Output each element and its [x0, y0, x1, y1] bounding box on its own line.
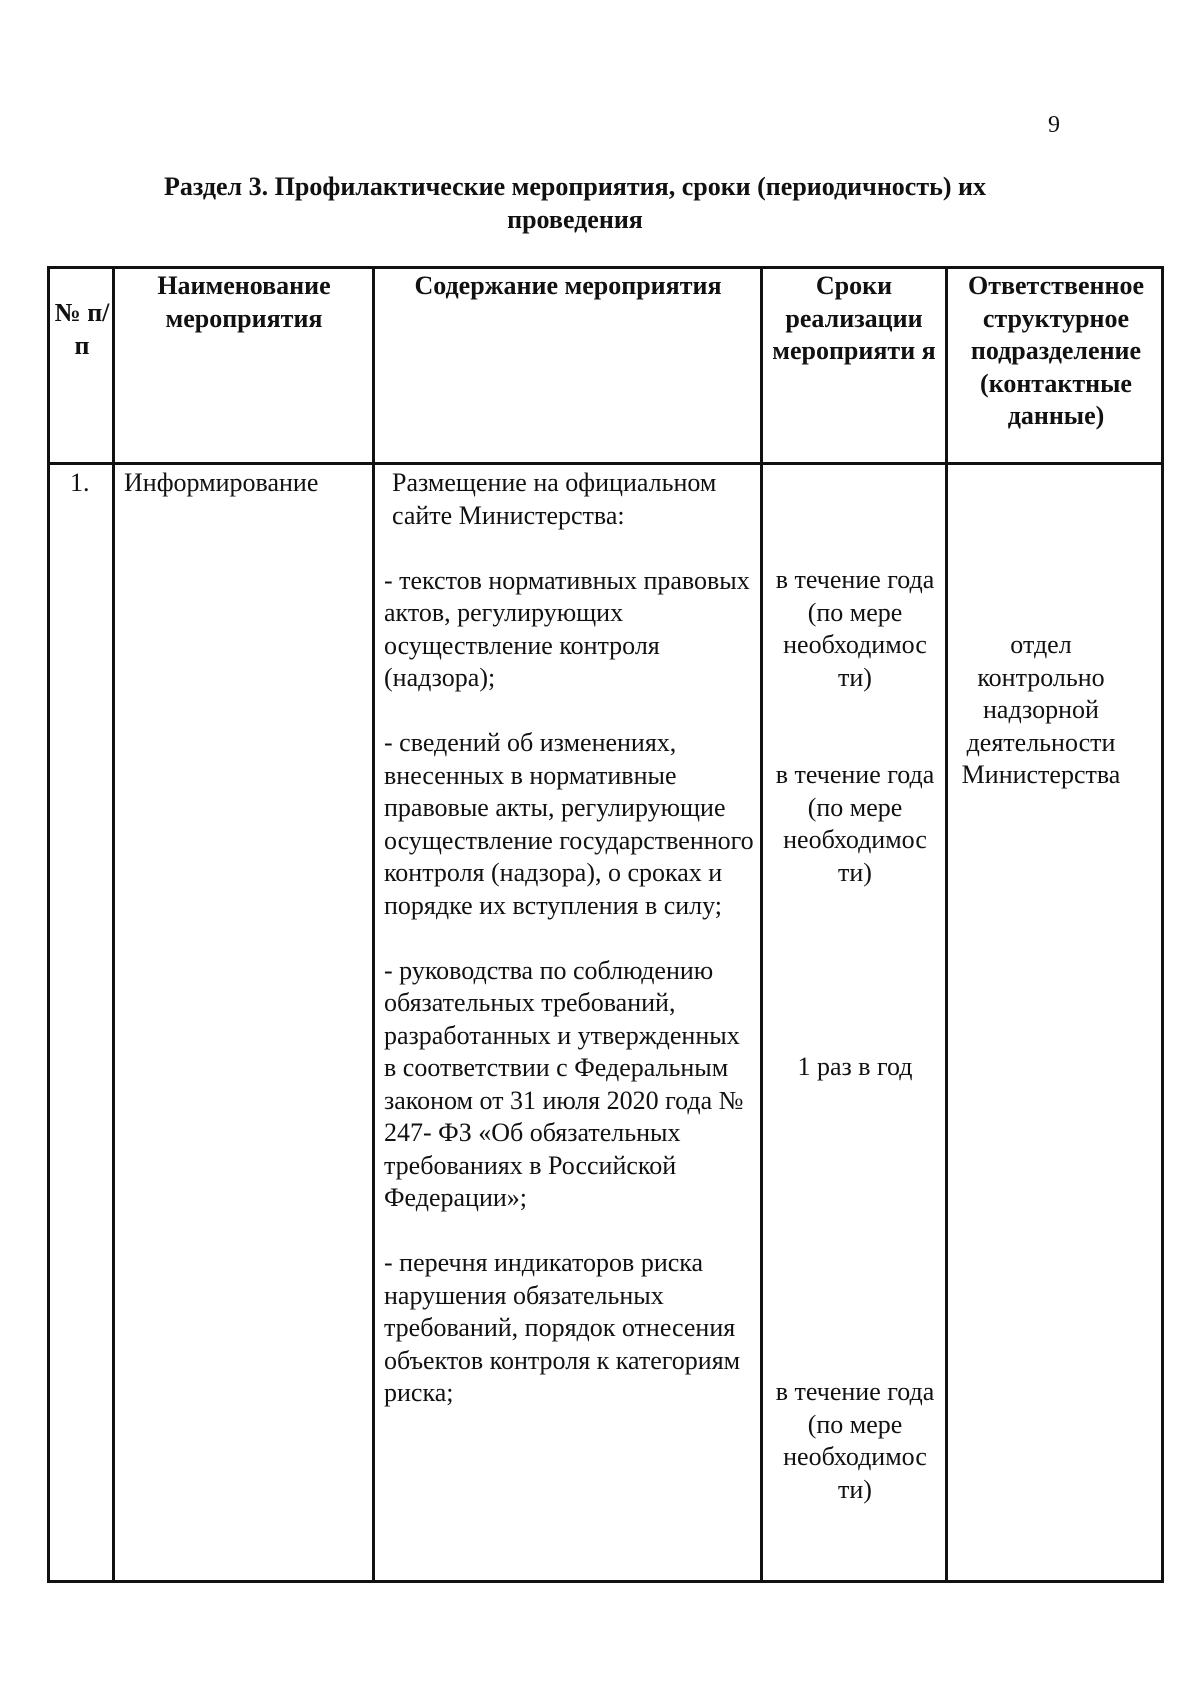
section-title-line-1: Раздел 3. Профилактические мероприятия, сроки (периодичность) их [164, 172, 986, 201]
row-content [384, 467, 756, 1410]
header-terms: Сроки реализации мероприяти я [772, 271, 936, 365]
content-intro: Размещение на официальном сайте Министерства: [392, 468, 717, 530]
row-number: 1. [70, 468, 90, 497]
term-item-risk-indicators: в течение года (по мере необходимос ти) [775, 1377, 935, 1504]
header-content: Содержание мероприятия [414, 271, 722, 300]
term-item-changes: в течение года (по мере необходимос ти) [775, 760, 935, 887]
header-number: № п/п [54, 298, 110, 360]
section-title-line-2: проведения [507, 205, 643, 234]
row-name: Информирование [124, 468, 319, 497]
page-number: 9 [1048, 112, 1060, 138]
term-item-texts: в течение года (по мере необходимос ти) [775, 565, 935, 692]
content-item-guidance: - руководства по соблюдению обязательных требований, разработанных и утвержденных в соответствии с Федеральным законом от 31 июля 2020 года № 247- ФЗ «Об обязательных требованиях в Российской Федерации»; [384, 955, 744, 1212]
responsible-department: отдел контрольно надзорной деятельности Министерства [961, 630, 1121, 789]
term-item-guidance: 1 раз в год [797, 1052, 913, 1081]
section-title [60, 170, 1090, 236]
content-item-risk-indicators: - перечня индикаторов риска нарушения обязательных требований, порядок отнесения объектов контроля к категориям риска; [384, 1248, 741, 1407]
header-name: Наименование мероприятия [157, 271, 331, 333]
header-responsible: Ответственное структурное подразделение (контактные данные) [967, 271, 1145, 430]
content-item-texts: - текстов нормативных правовых актов, регулирующих осуществление контроля (надзора); [384, 565, 750, 692]
content-item-changes: - сведений об изменениях, внесенных в нормативные правовые акты, регулирующие осуществление государственного контроля (надзора), о сроках и порядке их вступления в силу; [384, 728, 754, 920]
table-header-divider [47, 462, 1164, 465]
